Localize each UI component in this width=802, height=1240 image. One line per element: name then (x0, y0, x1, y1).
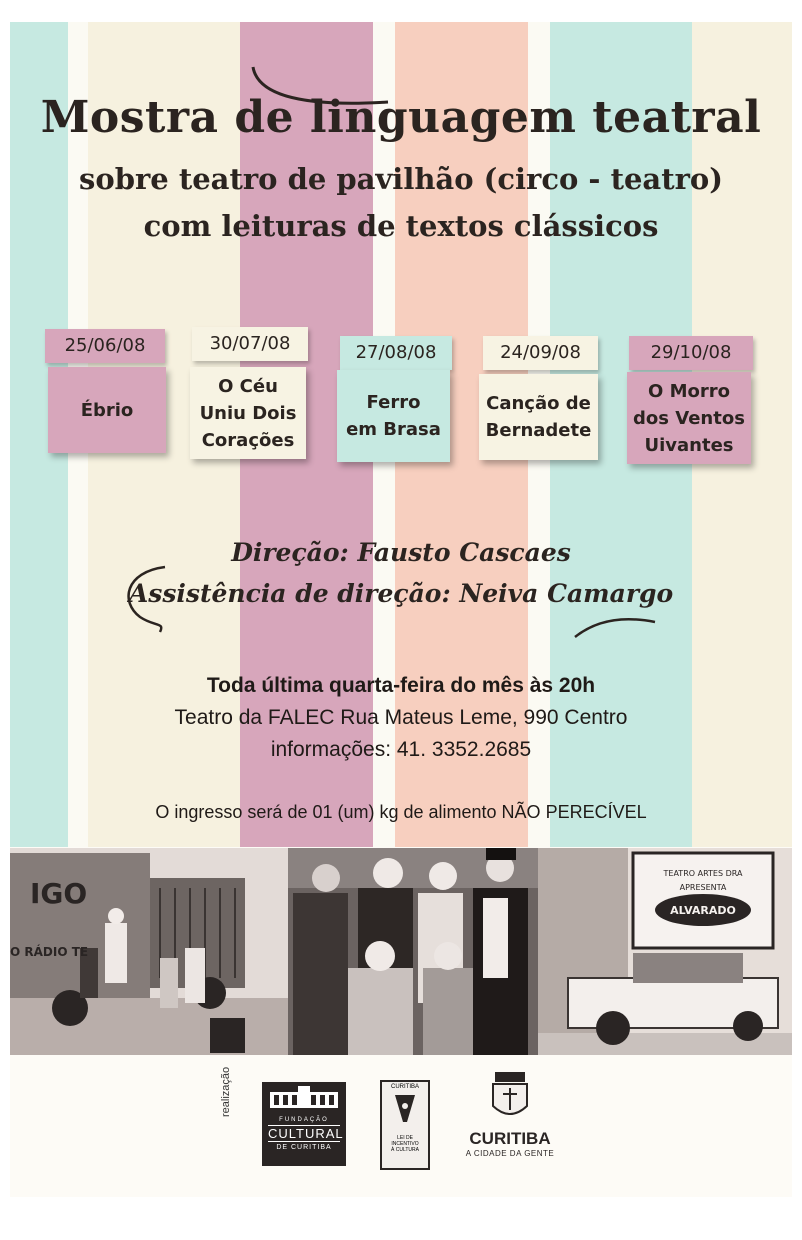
coat-of-arms-icon (485, 1070, 535, 1124)
lei-incentivo-logo (380, 1080, 430, 1170)
direction-credit: Direção: Fausto Cascaes (231, 538, 571, 567)
logo-text: CURITIBA (390, 1084, 419, 1090)
logo-text: DE CURITIBA (276, 1144, 332, 1151)
schedule-info: Toda última quarta-feira do mês às 20h (206, 674, 596, 697)
truck-text: IGO (30, 877, 88, 910)
radio-text: O RÁDIO TE (10, 945, 89, 959)
subtitle-line-1: sobre teatro de pavilhão (circo - teatro) (79, 162, 723, 196)
contact-phone: informações: 41. 3352.2685 (270, 738, 532, 761)
logo-text: FUNDAÇÃO (279, 1117, 329, 1123)
banner-apresenta: APRESENTA (679, 883, 727, 892)
ticket-info: O ingresso será de 01 (um) kg de alimento NÃO PERECÍVEL (155, 802, 647, 822)
curitiba-wordmark: CURITIBA (469, 1129, 551, 1148)
banner-name: ALVARADO (670, 904, 736, 917)
logo-text: CULTURAL (268, 1126, 344, 1141)
swirl-ornament (115, 562, 175, 637)
play-title: O Morro dos Ventos Uivantes (627, 372, 751, 464)
pen-icon (385, 1090, 425, 1130)
swirl-ornament (570, 612, 660, 642)
photo-clowns (288, 848, 538, 1055)
subtitle-line-2: com leituras de textos clássicos (143, 209, 659, 243)
date-label: 30/07/08 (192, 327, 308, 361)
page-title: Mostra de linguagem teatral (40, 92, 762, 143)
photo-truck (10, 848, 288, 1055)
assistant-credit: Assistência de direção: Neiva Camargo (128, 579, 674, 608)
date-label: 29/10/08 (629, 336, 753, 370)
logo-text: LEI DE INCENTIVO À CULTURA (391, 1135, 419, 1153)
realizacao-label: realização (220, 1066, 232, 1117)
fundacao-cultural-logo (262, 1082, 346, 1166)
play-title: Ébrio (48, 367, 166, 453)
play-title: Ferro em Brasa (337, 370, 450, 462)
curitiba-logo (455, 1070, 565, 1170)
building-icon (262, 1082, 346, 1112)
play-title: Canção de Bernadete (479, 374, 598, 460)
curitiba-tagline: A CIDADE DA GENTE (465, 1149, 555, 1158)
venue-address: Teatro da FALEC Rua Mateus Leme, 990 Centro (174, 706, 628, 729)
photo-vehicle (538, 848, 792, 1055)
photo-strip (10, 848, 792, 1055)
play-title: O Céu Uniu Dois Corações (190, 367, 306, 459)
date-label: 25/06/08 (45, 329, 165, 363)
banner-top-text: TEATRO ARTES DRA (663, 869, 743, 878)
poster (10, 22, 792, 1197)
date-label: 27/08/08 (340, 336, 452, 370)
date-label: 24/09/08 (483, 336, 598, 370)
